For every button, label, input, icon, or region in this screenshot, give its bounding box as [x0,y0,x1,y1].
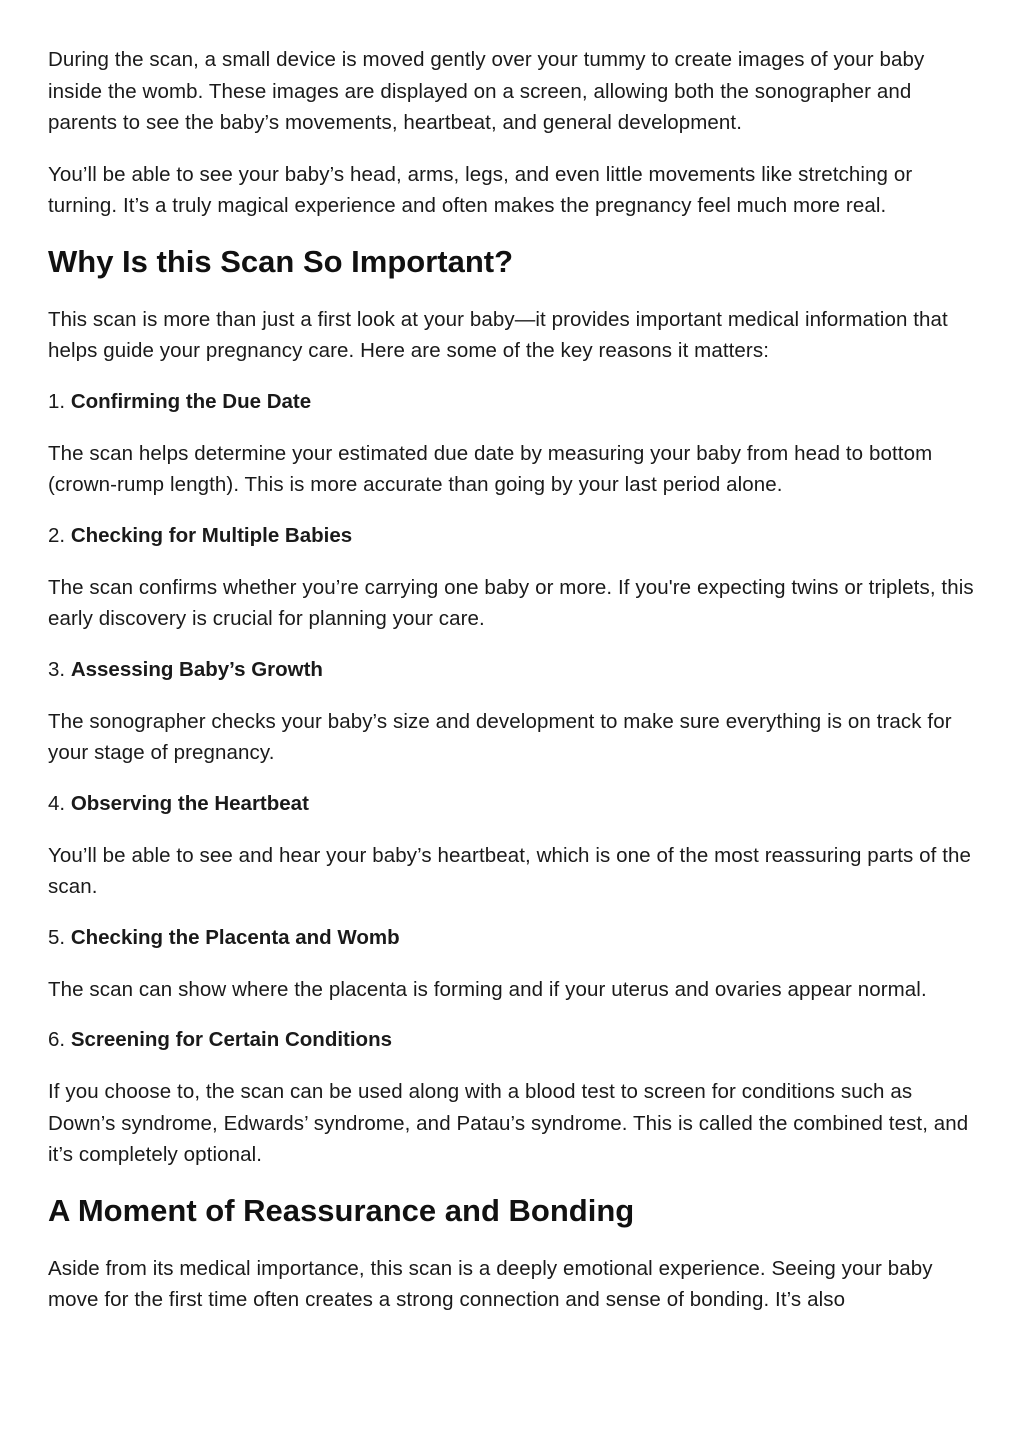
bonding-paragraph-1: Aside from its medical importance, this scan is a deeply emotional experience. Seeing your baby move for the first time often creates a strong connection and sense of bonding. It’s also [48,1256,933,1311]
reason-title-1 [48,387,976,417]
intro-paragraph-1: During the scan, a small device is moved gently over your tummy to create images of your baby inside the womb. These images are displayed on a screen, allowing both the sonographer and parents to see the baby’s movements, heartbeat, and general development. [48,48,925,134]
reason-number: 5. [48,925,66,949]
reason-title-4 [48,789,976,819]
reason-label: Observing the Heartbeat [70,791,309,815]
reason-label: Assessing Baby’s Growth [70,657,323,681]
reason-label: Confirming the Due Date [70,389,312,413]
reason-title-3 [48,655,976,685]
intro-paragraph-2: You’ll be able to see your baby’s head, arms, legs, and even little movements like stretching or turning. It’s a truly magical experience and often makes the pregnancy feel much more real. [48,162,913,217]
section-heading-bonding: A Moment of Reassurance and Bonding [48,1192,635,1228]
reason-number: 4. [48,791,66,815]
reason-label: Checking for Multiple Babies [70,523,353,547]
reason-number: 6. [48,1028,66,1051]
reason-body-4: You’ll be able to see and hear your baby’s heartbeat, which is one of the most reassuring parts of the scan. [48,843,972,898]
reason-title-2 [48,521,976,551]
reason-label: Screening for Certain Conditions [70,1028,393,1051]
reason-body-3: The sonographer checks your baby’s size and development to make sure everything is on track for your stage of pregnancy. [48,709,952,764]
section-heading-importance: Why Is this Scan So Important? [48,243,514,279]
reason-title-6 [48,1025,976,1055]
reason-number: 2. [48,523,66,547]
reason-body-6: If you choose to, the scan can be used along with a blood test to screen for conditions such as Down’s syndrome, Edwards’ syndrome, and Patau’s syndrome. This is called the combined test, and it’s completely optional. [48,1080,969,1166]
reason-number: 1. [48,389,66,413]
reasons-list [48,387,976,1171]
section-intro-paragraph: This scan is more than just a first look at your baby—it provides important medical information that helps guide your pregnancy care. Here are some of the key reasons it matters: [48,307,948,362]
reason-number: 3. [48,657,66,681]
reason-label: Checking the Placenta and Womb [70,925,400,949]
reason-title-5 [48,923,976,953]
reason-body-2: The scan confirms whether you’re carrying one baby or more. If you're expecting twins or triplets, this early discovery is crucial for planning your care. [48,575,974,630]
reason-body-5: The scan can show where the placenta is forming and if your uterus and ovaries appear normal. [48,977,927,1001]
reason-body-1: The scan helps determine your estimated due date by measuring your baby from head to bottom (crown-rump length). This is more accurate than going by your last period alone. [48,441,933,496]
